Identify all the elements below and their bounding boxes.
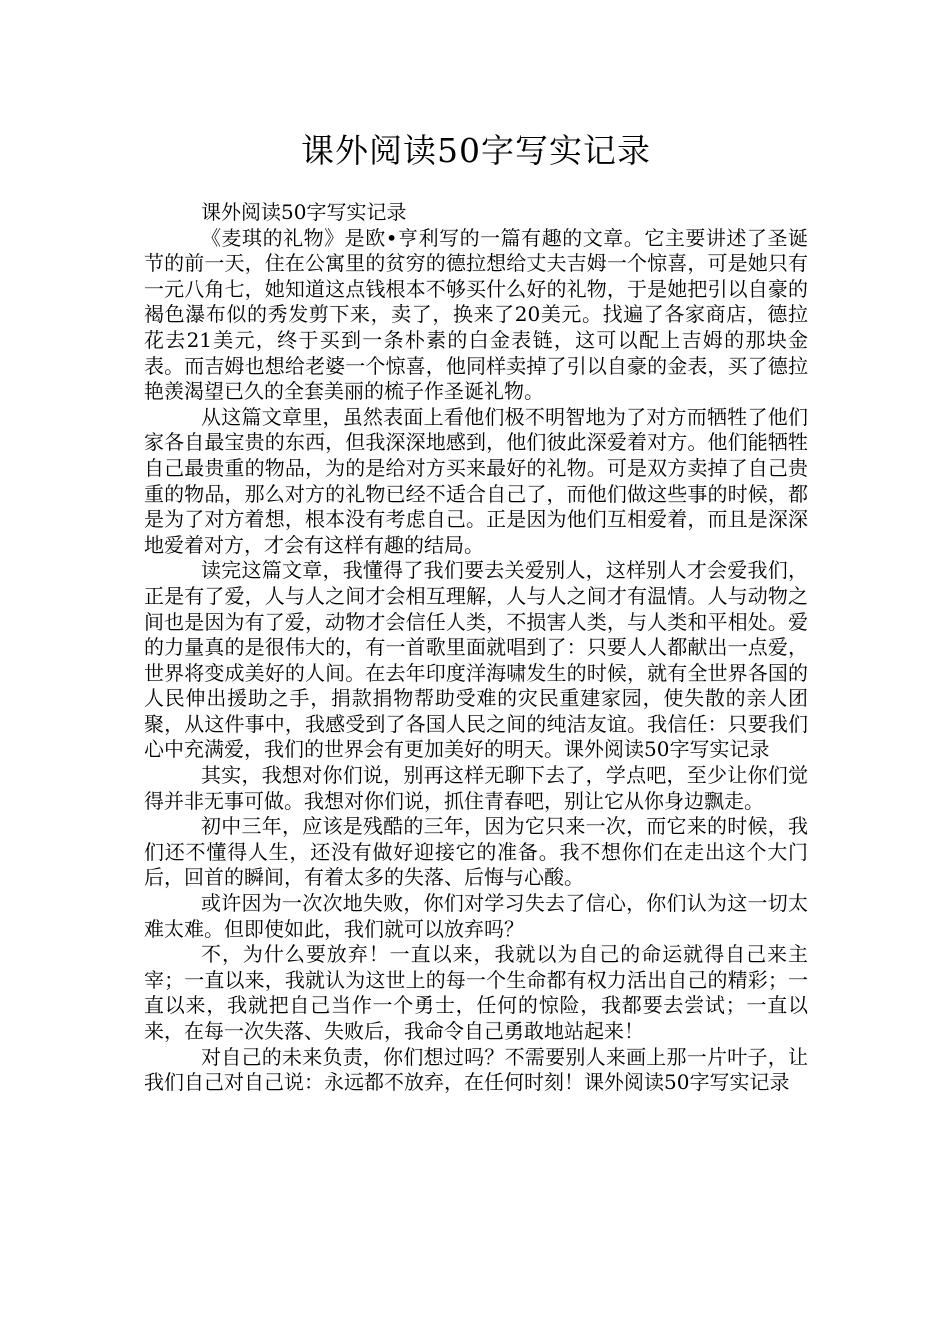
- document-page: [144, 128, 808, 1096]
- paragraph: 从这篇文章里，虽然表面上看他们极不明智地为了对方而牺牲了他们家各自最宝贵的东西，但我深深地感到，他们彼此深爱着对方。他们能牺牲自己最贵重的物品，为的是给对方买来最好的礼物。可是双方卖掉了自己贵重的物品，那么对方的礼物已经不适合自己了，而他们做这些事的时候，都是为了对方着想，根本没有考虑自己。正是因为他们互相爱着，而且是深深地爱着对方，才会有这样有趣的结局。: [144, 404, 808, 557]
- document-title: 课外阅读50字写实记录: [301, 131, 651, 170]
- paragraph: 其实，我想对你们说，别再这样无聊下去了，学点吧，至少让你们觉得并非无事可做。我想对你们说，抓住青春吧，别让它从你身边飘走。: [144, 763, 808, 813]
- paragraph: 对自己的未来负责，你们想过吗？不需要别人来画上那一片叶子，让我们自己对自己说：永远都不放弃，在任何时刻！课外阅读50字写实记录: [144, 1044, 808, 1095]
- document-body: [144, 200, 808, 1096]
- paragraph: 《麦琪的礼物》是欧•亨利写的一篇有趣的文章。它主要讲述了圣诞节的前一天，住在公寓里的贫穷的德拉想给丈夫吉姆一个惊喜，可是她只有一元八角七，她知道这点钱根本不够买什么好的礼物，于是她把引以自豪的褐色瀑布似的秀发剪下来，卖了，换来了20美元。找遍了各家商店，德拉花去21美元，终于买到一条朴素的白金表链，这可以配上吉姆的那块金表。而吉姆也想给老婆一个惊喜，他同样卖掉了引以自豪的金表，买了德拉艳羡渴望已久的全套美丽的梳子作圣诞礼物。: [144, 225, 808, 404]
- paragraph: 初中三年，应该是残酷的三年，因为它只来一次，而它来的时候，我们还不懂得人生，还没有做好迎接它的准备。我不想你们在走出这个大门后，回首的瞬间，有着太多的失落、后悔与心酸。: [144, 814, 808, 890]
- paragraph: 不，为什么要放弃！一直以来，我就以为自己的命运就得自己来主宰；一直以来，我就认为这世上的每一个生命都有权力活出自己的精彩；一直以来，我就把自己当作一个勇士，任何的惊险，我都要去尝试；一直以来，在每一次失落、失败后，我命令自己勇敢地站起来！: [144, 942, 808, 1043]
- paragraph: 读完这篇文章，我懂得了我们要去关爱别人，这样别人才会爱我们，正是有了爱，人与人之间才会相互理解，人与人之间才有温情。人与动物之间也是因为有了爱，动物才会信任人类，不损害人类，与人类和平相处。爱的力量真的是很伟大的，有一首歌里面就唱到了：只要人人都献出一点爱，世界将变成美好的人间。在去年印度洋海啸发生的时候，就有全世界各国的人民伸出援助之手，捐款捐物帮助受难的灾民重建家园，使失散的亲人团聚，从这件事中，我感受到了各国人民之间的纯洁友谊。我信任：只要我们心中充满爱，我们的世界会有更加美好的明天。课外阅读50字写实记录: [144, 558, 808, 762]
- paragraph: 或许因为一次次地失败，你们对学习失去了信心，你们认为这一切太难太难。但即使如此，我们就可以放弃吗？: [144, 891, 808, 941]
- document-subtitle: 课外阅读50字写实记录: [201, 200, 407, 224]
